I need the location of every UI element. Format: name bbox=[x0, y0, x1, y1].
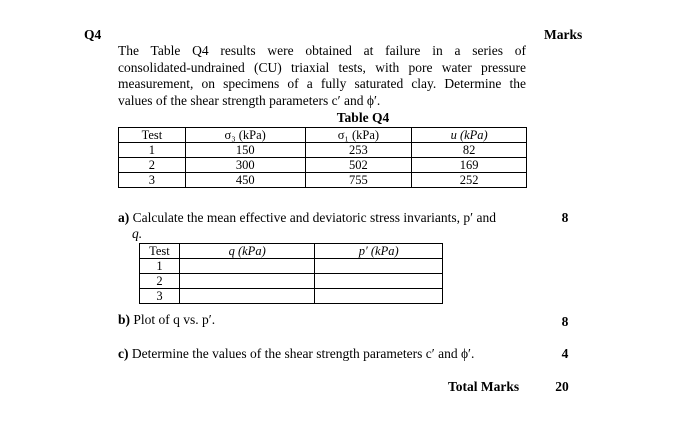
part-c-marks: 4 bbox=[561, 346, 569, 361]
table-cell: 755 bbox=[305, 173, 412, 188]
part-b bbox=[118, 312, 215, 328]
table-cell: 82 bbox=[412, 143, 527, 158]
part-a-label: a) bbox=[118, 210, 130, 225]
total-value: 20 bbox=[555, 379, 569, 394]
header-cell: σ₁ (kPa) bbox=[305, 128, 412, 143]
intro-line: measurement, on specimens of a fully saturated clay. Determine the bbox=[118, 76, 526, 91]
table-title: Table Q4 bbox=[336, 110, 390, 125]
part-a-marks: 8 bbox=[561, 210, 569, 225]
results-table bbox=[118, 127, 527, 188]
intro-line: consolidated-undrained (CU) triaxial tests, with pore water pressure bbox=[118, 59, 526, 75]
part-b-text: Plot of q vs. p′. bbox=[133, 312, 216, 327]
part-a-text-cont: q. bbox=[132, 226, 143, 241]
header-cell: σ₃ (kPa) bbox=[185, 128, 305, 143]
total-label: Total Marks bbox=[448, 379, 520, 394]
table-row bbox=[119, 158, 527, 173]
answer-cell bbox=[315, 259, 443, 274]
table-cell: 3 bbox=[119, 173, 186, 188]
answer-cell bbox=[315, 289, 443, 304]
part-a bbox=[118, 210, 528, 242]
table-cell: 2 bbox=[119, 158, 186, 173]
table-cell: 300 bbox=[185, 158, 305, 173]
header-cell: q (kPa) bbox=[179, 244, 315, 259]
table-row bbox=[140, 274, 443, 289]
part-c-text: Determine the values of the shear strength parameters c′ and ϕ′. bbox=[131, 346, 475, 361]
table-cell: 253 bbox=[305, 143, 412, 158]
part-c-label: c) bbox=[118, 346, 129, 361]
table-cell: 252 bbox=[412, 173, 527, 188]
marks-header: Marks bbox=[544, 27, 583, 42]
table-cell: 502 bbox=[305, 158, 412, 173]
header-cell: p′ (kPa) bbox=[315, 244, 443, 259]
part-a-text: Calculate the mean effective and deviatoric stress invariants, p′ and bbox=[132, 210, 496, 225]
question-intro bbox=[118, 43, 526, 109]
answer-cell bbox=[179, 259, 315, 274]
table-row bbox=[119, 173, 527, 188]
table-row bbox=[140, 259, 443, 274]
part-b-marks: 8 bbox=[561, 314, 569, 329]
intro-line: values of the shear strength parameters c′ and ϕ′. bbox=[118, 92, 381, 108]
answer-cell bbox=[179, 289, 315, 304]
table-cell: 150 bbox=[185, 143, 305, 158]
part-c bbox=[118, 346, 474, 362]
table-row bbox=[140, 289, 443, 304]
intro-line: The Table Q4 results were obtained at failure in a series of bbox=[118, 43, 526, 58]
table-cell: 1 bbox=[140, 259, 180, 274]
table-header-row bbox=[119, 128, 527, 143]
answer-table bbox=[139, 243, 443, 304]
header-cell: Test bbox=[119, 128, 186, 143]
table-row bbox=[119, 143, 527, 158]
table-cell: 3 bbox=[140, 289, 180, 304]
header-cell: u (kPa) bbox=[412, 128, 527, 143]
part-b-label: b) bbox=[118, 312, 131, 327]
table-cell: 169 bbox=[412, 158, 527, 173]
table-cell: 1 bbox=[119, 143, 186, 158]
table-cell: 2 bbox=[140, 274, 180, 289]
answer-cell bbox=[179, 274, 315, 289]
answer-cell bbox=[315, 274, 443, 289]
question-number: Q4 bbox=[84, 27, 102, 42]
table-cell: 450 bbox=[185, 173, 305, 188]
table-header-row bbox=[140, 244, 443, 259]
header-cell: Test bbox=[140, 244, 180, 259]
